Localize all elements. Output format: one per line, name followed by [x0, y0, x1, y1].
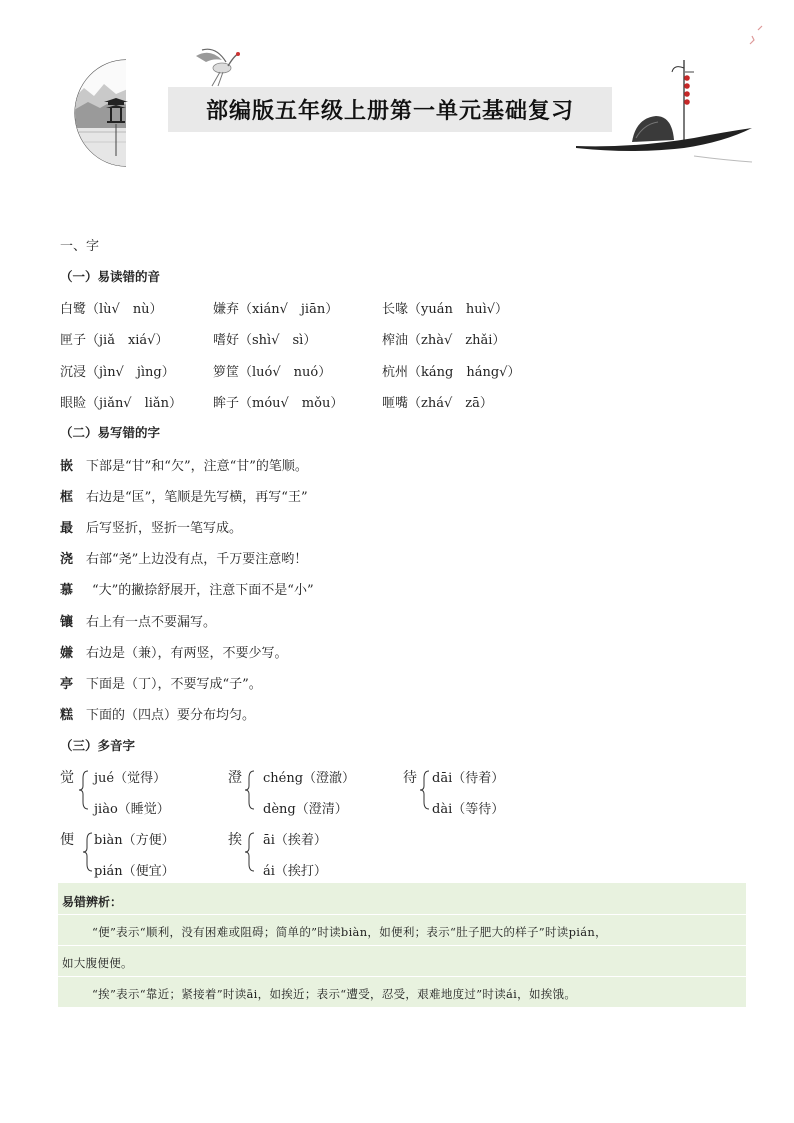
top-right-ornament-icon: [744, 22, 768, 52]
brace-icon: [244, 770, 256, 810]
brace-icon: [244, 832, 256, 872]
writing-tip: 下部是“甘”和“欠”，注意“甘”的笔顺。: [86, 459, 308, 474]
polyphone-char: 挨: [228, 832, 242, 848]
divider: [58, 914, 746, 915]
writing-tip: 下面是（丁），不要写成“子”。: [86, 677, 262, 692]
writing-char: 最: [60, 521, 74, 536]
writing-item: [60, 517, 242, 536]
writing-tip: 下面的（四点）要分布均匀。: [86, 708, 256, 723]
pronunciation-item: 榨油（zhà√ zhǎi）: [382, 333, 506, 348]
writing-item: [60, 704, 255, 723]
writing-tip: 右边是“匡”，笔顺是先写横，再写“王”: [86, 490, 308, 505]
pronunciation-item: 眸子（móu√ mǒu）: [213, 396, 344, 411]
divider: [58, 976, 746, 977]
writing-char: 框: [60, 490, 74, 505]
writing-char: 浇: [60, 552, 74, 567]
brace-icon: [82, 832, 94, 872]
boat-lantern-icon: [574, 52, 756, 167]
polyphone-reading: chéng（澄澈）: [263, 771, 356, 786]
writing-char: 嫌: [60, 646, 74, 661]
writing-tip: “大”的撇捺舒展开，注意下面不是“小”: [92, 583, 314, 598]
pronunciation-item: 咂嘴（zhá√ zā）: [382, 396, 493, 411]
polyphone-char: 待: [403, 770, 417, 786]
polyphone-reading: dèng（澄清）: [263, 802, 348, 817]
writing-item: [60, 455, 308, 474]
polyphone-char: 觉: [60, 770, 74, 786]
divider: [58, 945, 746, 946]
polyphone-char: 澄: [228, 770, 242, 786]
header: [0, 0, 794, 175]
crane-icon: [192, 46, 244, 88]
writing-tip: 后写竖折，竖折一笔写成。: [86, 521, 243, 536]
writing-char: 亭: [60, 677, 74, 692]
writing-char: 镶: [60, 615, 74, 630]
title-banner: [168, 87, 612, 132]
note-text: “便”表示“顺利，没有困难或阻碍；简单的”时读biàn，如便利；表示“肚子肥大的样子”时读pián，: [92, 925, 607, 939]
note-title: 易错辨析：: [62, 895, 123, 909]
pronunciation-item: 箩筐（luó√ nuó）: [213, 365, 332, 380]
polyphone-reading: pián（便宜）: [94, 864, 175, 879]
brace-icon: [419, 770, 431, 810]
writing-tip: 右边是（兼），有两竖，不要少写。: [86, 646, 288, 661]
note-text: 如大腹便便。: [62, 956, 133, 970]
part2-heading: （二）易写错的字: [60, 425, 161, 440]
pronunciation-item: 嫌弃（xián√ jiān）: [213, 302, 339, 317]
part3-heading: （三）多音字: [60, 738, 136, 753]
pronunciation-item: 嗜好（shì√ sì）: [213, 333, 317, 348]
landscape-pavilion-icon: [74, 58, 130, 168]
writing-char: 嵌: [60, 459, 74, 474]
writing-item: [60, 611, 216, 630]
page-title: 部编版五年级上册第一单元基础复习: [205, 99, 574, 124]
writing-char: 慕: [60, 583, 74, 598]
error-analysis-box: [58, 883, 746, 1007]
writing-item: [60, 642, 288, 661]
pronunciation-item: 沉浸（jìn√ jìng）: [60, 365, 175, 380]
pronunciation-item: 匣子（jiǎ xiá√）: [60, 333, 169, 348]
polyphone-reading: jué（觉得）: [94, 771, 167, 786]
section-heading: 一、字: [60, 239, 100, 254]
note-text: “挨”表示“靠近；紧接着”时读āi，如挨近；表示“遭受，忍受，艰难地度过”时读ái，如挨饿。: [92, 987, 577, 1001]
writing-char: 糕: [60, 708, 74, 723]
polyphone-reading: ái（挨打）: [263, 864, 327, 879]
writing-item: [60, 548, 307, 567]
pronunciation-item: 白鹭（lù√ nù）: [60, 302, 163, 317]
polyphone-char: 便: [60, 832, 74, 848]
polyphone-reading: dāi（待着）: [432, 771, 505, 786]
pronunciation-item: 眼睑（jiǎn√ liǎn）: [60, 396, 183, 411]
writing-item: [60, 579, 314, 598]
polyphone-reading: biàn（方便）: [94, 833, 175, 848]
writing-tip: 右上有一点不要漏写。: [86, 615, 217, 630]
writing-tip: 右部“尧”上边没有点，千万要注意哟！: [86, 552, 308, 567]
part1-heading: （一）易读错的音: [60, 269, 161, 284]
pronunciation-item: 杭州（káng háng√）: [382, 365, 521, 380]
polyphone-reading: jiào（睡觉）: [94, 802, 170, 817]
polyphone-reading: āi（挨着）: [263, 833, 327, 848]
writing-item: [60, 486, 308, 505]
brace-icon: [78, 770, 90, 810]
pronunciation-item: 长喙（yuán huì√）: [382, 302, 509, 317]
writing-item: [60, 673, 262, 692]
polyphone-reading: dài（等待）: [432, 802, 505, 817]
